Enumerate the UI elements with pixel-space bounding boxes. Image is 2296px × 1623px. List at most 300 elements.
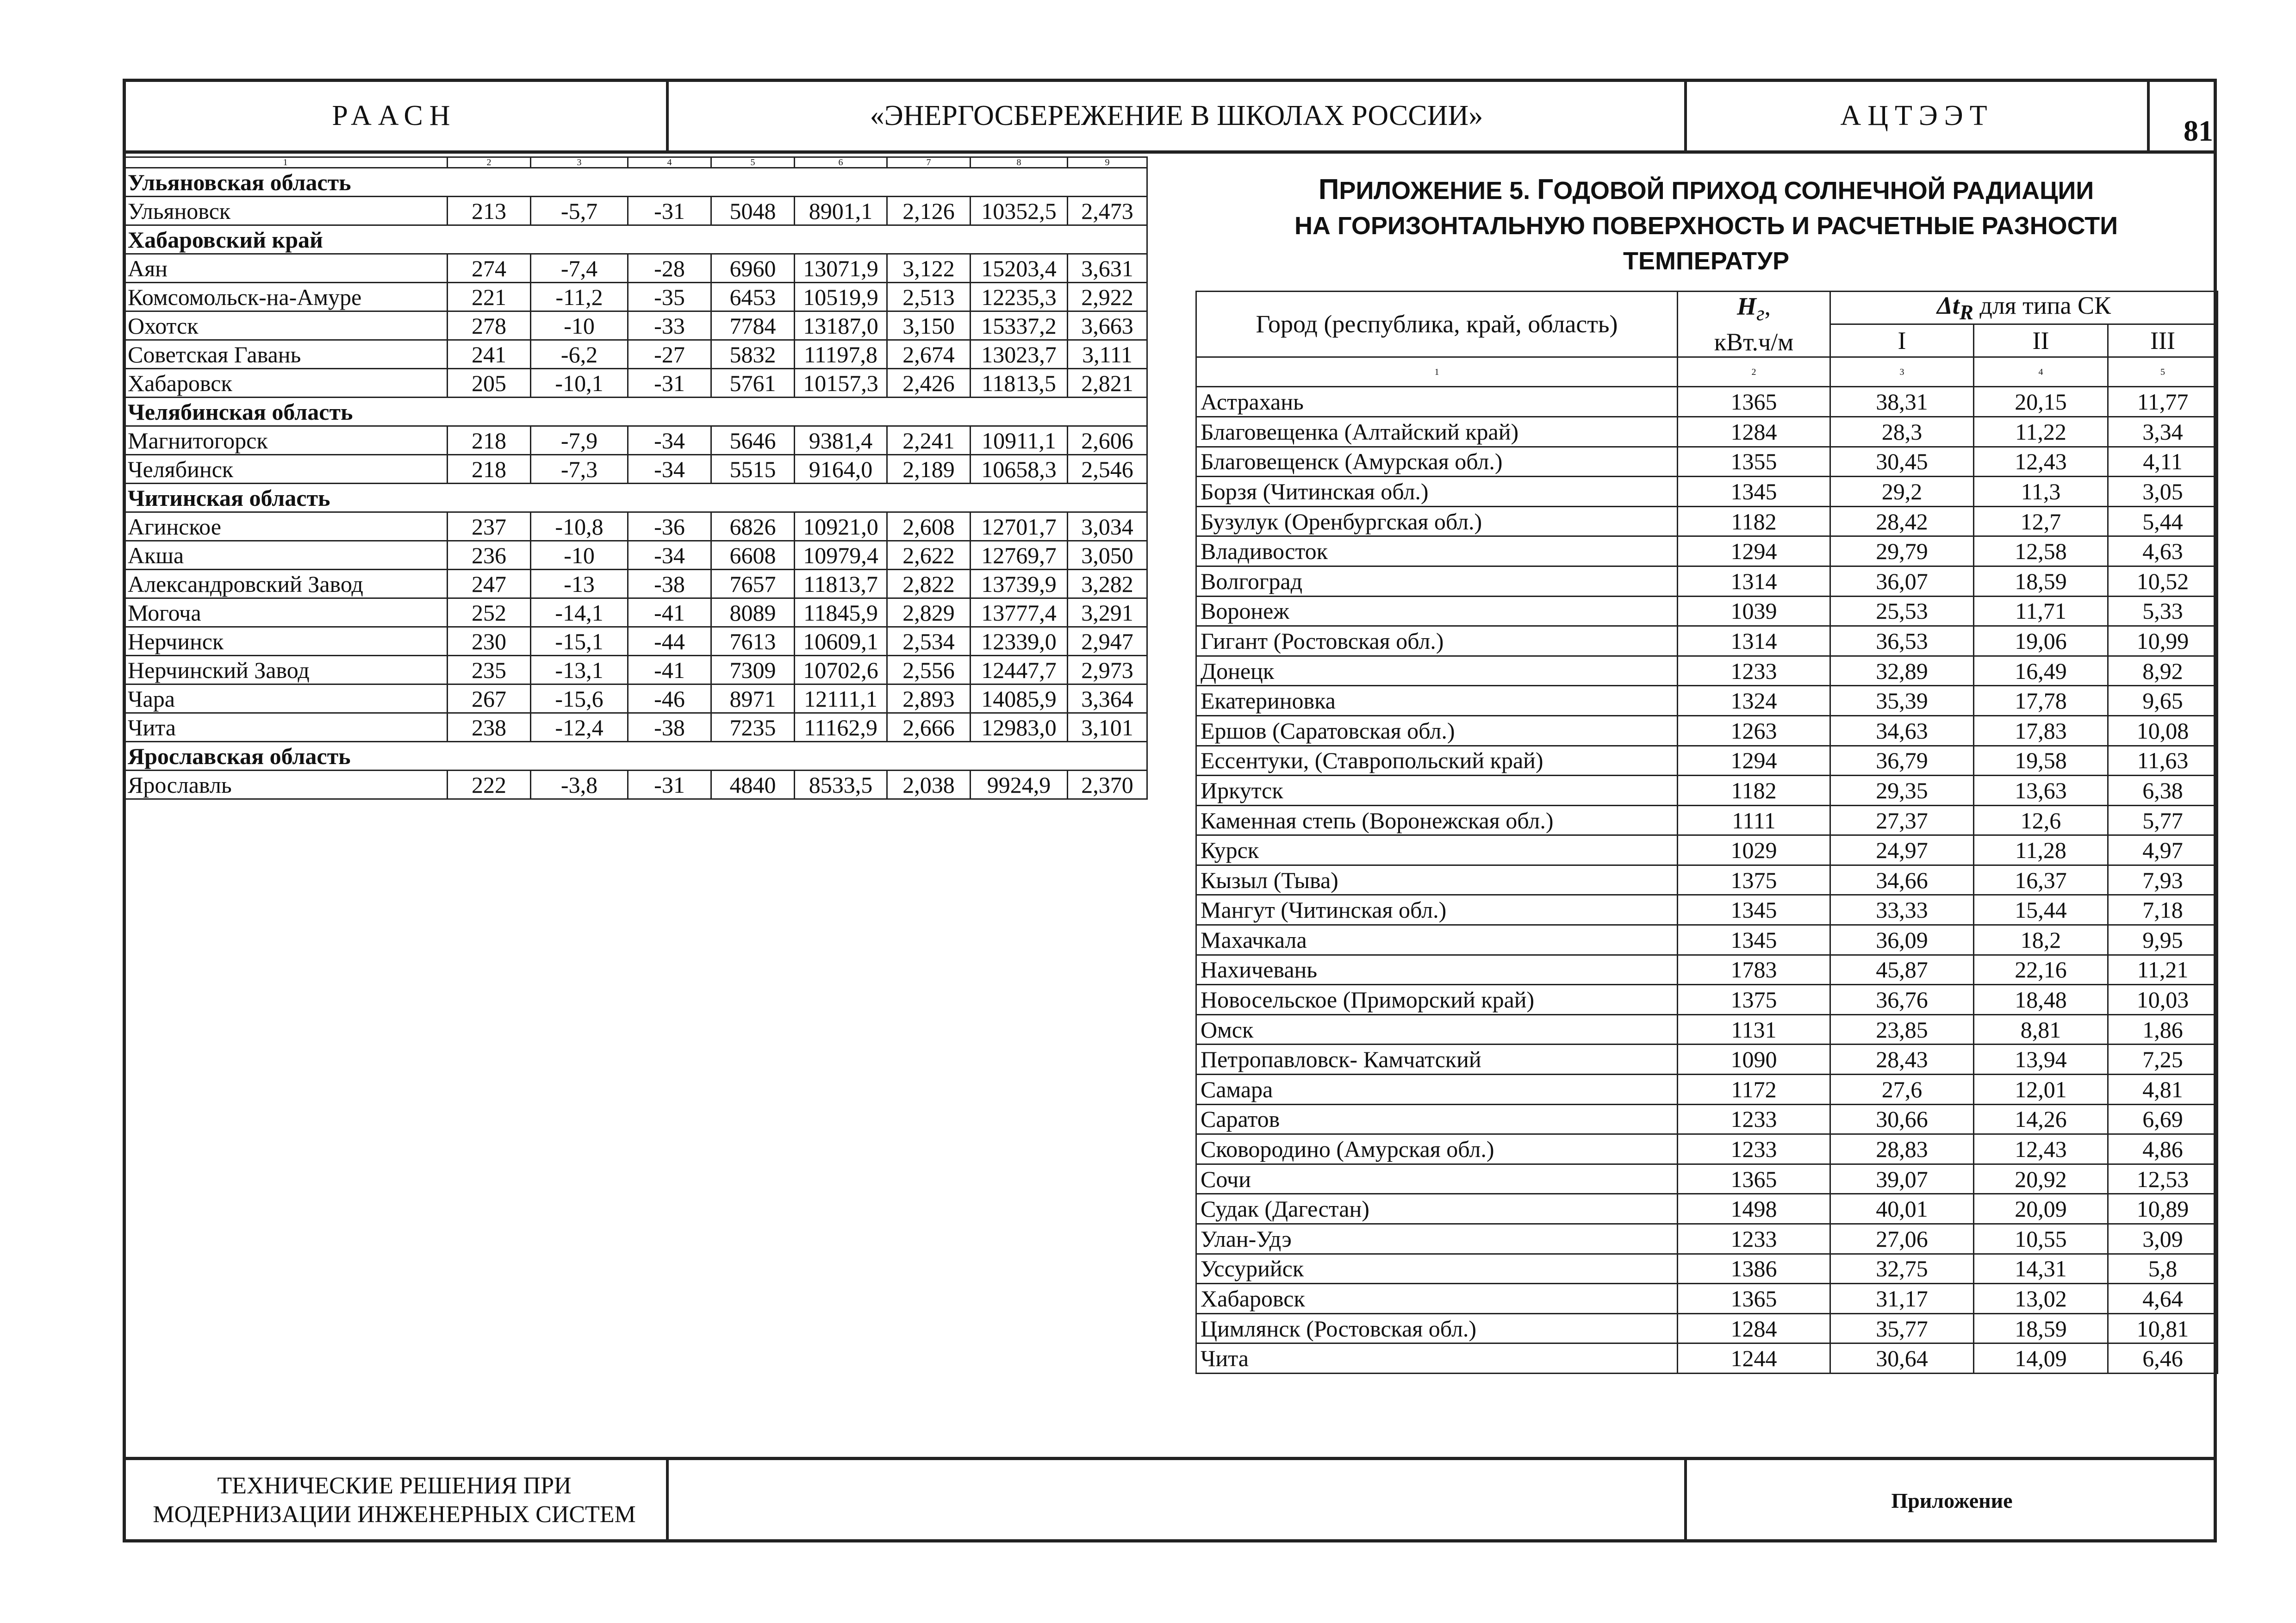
value-cell: 2,038 (887, 771, 971, 799)
value-cell: 28,3 (1830, 417, 1974, 447)
footer-section-line2: МОДЕРНИЗАЦИИ ИНЖЕНЕРНЫХ СИСТЕМ (153, 1501, 636, 1528)
value-cell: 1263 (1678, 715, 1830, 746)
region-row (124, 168, 1147, 197)
value-cell: 235 (448, 656, 531, 684)
value-cell: 18,59 (1974, 566, 2108, 596)
value-cell: 6453 (711, 283, 795, 311)
city-name: Кызыл (Тыва) (1196, 865, 1678, 895)
value-cell: 4,81 (2108, 1075, 2218, 1105)
value-cell: 33,33 (1830, 895, 1974, 925)
value-cell: 10658,3 (971, 455, 1068, 484)
value-cell: 1314 (1678, 566, 1830, 596)
table-row (1196, 805, 2218, 835)
value-cell: 1284 (1678, 417, 1830, 447)
value-cell: -46 (628, 684, 711, 713)
appendix-title (1195, 172, 2217, 279)
value-cell: 27,6 (1830, 1075, 1974, 1105)
table-row (124, 627, 1147, 656)
value-cell: 1233 (1678, 1224, 1830, 1254)
value-cell: 12983,0 (971, 713, 1068, 742)
value-cell: 19,06 (1974, 626, 2108, 656)
column-number-row (124, 157, 1147, 168)
table-row (1196, 1343, 2218, 1374)
footer-section-line1: ТЕХНИЧЕСКИЕ РЕШЕНИЯ ПРИ (217, 1473, 572, 1499)
value-cell: 5646 (711, 426, 795, 455)
value-cell: 8971 (711, 684, 795, 713)
value-cell: 10,03 (2108, 985, 2218, 1015)
value-cell: 5761 (711, 369, 795, 398)
city-name: Судак (Дагестан) (1196, 1194, 1678, 1224)
column-number: 2 (1678, 357, 1830, 387)
city-name: Петропавловск- Камчатский (1196, 1045, 1678, 1075)
value-cell: 1039 (1678, 596, 1830, 626)
city-name: Охотск (124, 311, 448, 340)
table-row (1196, 1254, 2218, 1284)
value-cell: 10519,9 (795, 283, 887, 311)
value-cell: 7613 (711, 627, 795, 656)
region-name: Читинская область (124, 484, 1147, 512)
value-cell: 29,2 (1830, 477, 1974, 507)
table-row (124, 512, 1147, 541)
value-cell: 205 (448, 369, 531, 398)
table-row (124, 311, 1147, 340)
value-cell: 28,83 (1830, 1134, 1974, 1164)
table-row (1196, 1164, 2218, 1194)
city-name: Хабаровск (124, 369, 448, 398)
header-type-1: I (1830, 324, 1974, 357)
table-row (1196, 596, 2218, 626)
header-divider (123, 150, 2217, 154)
city-name: Саратов (1196, 1104, 1678, 1134)
value-cell: 1244 (1678, 1343, 1830, 1374)
city-name: Сковородино (Амурская обл.) (1196, 1134, 1678, 1164)
value-cell: -27 (628, 340, 711, 369)
value-cell: 1375 (1678, 985, 1830, 1015)
value-cell: 7,25 (2108, 1045, 2218, 1075)
value-cell: 3,631 (1068, 254, 1147, 283)
value-cell: -28 (628, 254, 711, 283)
value-cell: 11,63 (2108, 746, 2218, 776)
region-row (124, 484, 1147, 512)
value-cell: 40,01 (1830, 1194, 1974, 1224)
value-cell: 3,663 (1068, 311, 1147, 340)
value-cell: 20,15 (1974, 387, 2108, 417)
value-cell: 6,38 (2108, 776, 2218, 806)
value-cell: 3,364 (1068, 684, 1147, 713)
value-cell: 237 (448, 512, 531, 541)
value-cell: 36,76 (1830, 985, 1974, 1015)
city-name: Астрахань (1196, 387, 1678, 417)
table-row (124, 369, 1147, 398)
city-name: Нерчинский Завод (124, 656, 448, 684)
city-name: Благовещенка (Алтайский край) (1196, 417, 1678, 447)
value-cell: 5,33 (2108, 596, 2218, 626)
value-cell: 25,53 (1830, 596, 1974, 626)
column-number: 5 (2108, 357, 2218, 387)
value-cell: 3,05 (2108, 477, 2218, 507)
table-row (1196, 1194, 2218, 1224)
value-cell: 14,31 (1974, 1254, 2108, 1284)
value-cell: -38 (628, 570, 711, 598)
value-cell: 34,63 (1830, 715, 1974, 746)
value-cell: 9924,9 (971, 771, 1068, 799)
value-cell: 7,18 (2108, 895, 2218, 925)
value-cell: 12447,7 (971, 656, 1068, 684)
table-row (1196, 746, 2218, 776)
value-cell: -38 (628, 713, 711, 742)
value-cell: 13187,0 (795, 311, 887, 340)
region-row (124, 742, 1147, 771)
value-cell: 1,86 (2108, 1014, 2218, 1045)
value-cell: 1355 (1678, 447, 1830, 477)
value-cell: 5,8 (2108, 1254, 2218, 1284)
value-cell: 13071,9 (795, 254, 887, 283)
value-cell: 3,101 (1068, 713, 1147, 742)
value-cell: 3,34 (2108, 417, 2218, 447)
value-cell: 13777,4 (971, 598, 1068, 627)
value-cell: 6826 (711, 512, 795, 541)
value-cell: 11845,9 (795, 598, 887, 627)
value-cell: 11,71 (1974, 596, 2108, 626)
value-cell: 2,821 (1068, 369, 1147, 398)
value-cell: 10,08 (2108, 715, 2218, 746)
city-name: Самара (1196, 1075, 1678, 1105)
value-cell: 3,09 (2108, 1224, 2218, 1254)
value-cell: 10,55 (1974, 1224, 2108, 1254)
value-cell: 12,6 (1974, 805, 2108, 835)
value-cell: -15,1 (531, 627, 628, 656)
table-row (1196, 626, 2218, 656)
value-cell: 213 (448, 197, 531, 225)
value-cell: -10 (531, 541, 628, 570)
value-cell: 17,83 (1974, 715, 2108, 746)
value-cell: 16,37 (1974, 865, 2108, 895)
footer-section (123, 1459, 669, 1542)
value-cell: 12,43 (1974, 447, 2108, 477)
table-row (124, 197, 1147, 225)
city-name: Аян (124, 254, 448, 283)
value-cell: 24,97 (1830, 835, 1974, 865)
value-cell: 4,97 (2108, 835, 2218, 865)
value-cell: 12769,7 (971, 541, 1068, 570)
footer-label: Приложение (1891, 1488, 2013, 1512)
value-cell: 34,66 (1830, 865, 1974, 895)
value-cell: 29,35 (1830, 776, 1974, 806)
header-type-2: II (1974, 324, 2108, 357)
city-name: Гигант (Ростовская обл.) (1196, 626, 1678, 656)
value-cell: 238 (448, 713, 531, 742)
page-footer (123, 1459, 2217, 1542)
table-row (1196, 656, 2218, 686)
value-cell: -7,4 (531, 254, 628, 283)
city-name: Омск (1196, 1014, 1678, 1045)
header-title: «ЭНЕРГОСБЕРЕЖЕНИЕ В ШКОЛАХ РОССИИ» (669, 79, 1687, 153)
value-cell: 14085,9 (971, 684, 1068, 713)
city-name: Чара (124, 684, 448, 713)
column-number: 1 (1196, 357, 1678, 387)
table-row (1196, 536, 2218, 566)
value-cell: 10,89 (2108, 1194, 2218, 1224)
city-name: Воронеж (1196, 596, 1678, 626)
value-cell: 13023,7 (971, 340, 1068, 369)
value-cell: 1324 (1678, 686, 1830, 716)
value-cell: 2,666 (887, 713, 971, 742)
value-cell: 12,53 (2108, 1164, 2218, 1194)
value-cell: 1233 (1678, 656, 1830, 686)
value-cell: 23,85 (1830, 1014, 1974, 1045)
region-row (124, 398, 1147, 426)
value-cell: 35,39 (1830, 686, 1974, 716)
value-cell: 9,95 (2108, 925, 2218, 955)
value-cell: 5,44 (2108, 506, 2218, 536)
city-name: Иркутск (1196, 776, 1678, 806)
value-cell: 10,99 (2108, 626, 2218, 656)
value-cell: 36,09 (1830, 925, 1974, 955)
table-row (124, 340, 1147, 369)
value-cell: -34 (628, 426, 711, 455)
city-name: Ярославль (124, 771, 448, 799)
table-row (1196, 1313, 2218, 1343)
city-name: Магнитогорск (124, 426, 448, 455)
value-cell: 15337,2 (971, 311, 1068, 340)
value-cell: 2,241 (887, 426, 971, 455)
value-cell: 1783 (1678, 955, 1830, 985)
header-radiation: $H_г$, кВт.ч/м (1678, 292, 1830, 357)
value-cell: 2,546 (1068, 455, 1147, 484)
table-row (1196, 925, 2218, 955)
value-cell: 2,370 (1068, 771, 1147, 799)
city-name: Ульяновск (124, 197, 448, 225)
table-row (124, 541, 1147, 570)
city-name: Донецк (1196, 656, 1678, 686)
column-number: 4 (628, 157, 711, 168)
city-name: Нерчинск (124, 627, 448, 656)
value-cell: 8,81 (1974, 1014, 2108, 1045)
value-cell: 7309 (711, 656, 795, 684)
value-cell: 11,28 (1974, 835, 2108, 865)
city-name: Борзя (Читинская обл.) (1196, 477, 1678, 507)
table-row (1196, 1134, 2218, 1164)
value-cell: 12,58 (1974, 536, 2108, 566)
value-cell: 267 (448, 684, 531, 713)
value-cell: -10,1 (531, 369, 628, 398)
value-cell: 1233 (1678, 1134, 1830, 1164)
value-cell: 1172 (1678, 1075, 1830, 1105)
value-cell: 3,291 (1068, 598, 1147, 627)
table-row (124, 455, 1147, 484)
value-cell: 4,64 (2108, 1284, 2218, 1314)
value-cell: -12,4 (531, 713, 628, 742)
value-cell: 12235,3 (971, 283, 1068, 311)
table-row (124, 283, 1147, 311)
value-cell: 13,02 (1974, 1284, 2108, 1314)
value-cell: 30,64 (1830, 1343, 1974, 1374)
value-cell: 2,473 (1068, 197, 1147, 225)
value-cell: -13 (531, 570, 628, 598)
value-cell: 27,37 (1830, 805, 1974, 835)
value-cell: 11197,8 (795, 340, 887, 369)
value-cell: 1182 (1678, 776, 1830, 806)
table-row (1196, 776, 2218, 806)
value-cell: 1498 (1678, 1194, 1830, 1224)
value-cell: 10,52 (2108, 566, 2218, 596)
value-cell: -34 (628, 541, 711, 570)
table-row (1196, 1014, 2218, 1045)
value-cell: 8089 (711, 598, 795, 627)
city-name: Сочи (1196, 1164, 1678, 1194)
value-cell: 1294 (1678, 536, 1830, 566)
value-cell: -3,8 (531, 771, 628, 799)
value-cell: -41 (628, 656, 711, 684)
value-cell: 1345 (1678, 925, 1830, 955)
header-type-3: III (2108, 324, 2218, 357)
column-number: 9 (1068, 157, 1147, 168)
value-cell: 1345 (1678, 895, 1830, 925)
value-cell: 11,21 (2108, 955, 2218, 985)
value-cell: 30,45 (1830, 447, 1974, 477)
table-row (124, 713, 1147, 742)
city-name: Александровский Завод (124, 570, 448, 598)
city-name: Советская Гавань (124, 340, 448, 369)
city-name: Улан-Удэ (1196, 1224, 1678, 1254)
value-cell: 8,92 (2108, 656, 2218, 686)
value-cell: 230 (448, 627, 531, 656)
value-cell: 36,07 (1830, 566, 1974, 596)
table-row (124, 598, 1147, 627)
city-name: Волгоград (1196, 566, 1678, 596)
value-cell: 11,22 (1974, 417, 2108, 447)
value-cell: 10157,3 (795, 369, 887, 398)
value-cell: -11,2 (531, 283, 628, 311)
value-cell: 13,63 (1974, 776, 2108, 806)
value-cell: 1314 (1678, 626, 1830, 656)
value-cell: -41 (628, 598, 711, 627)
value-cell: 9381,4 (795, 426, 887, 455)
value-cell: 2,829 (887, 598, 971, 627)
value-cell: 1090 (1678, 1045, 1830, 1075)
value-cell: 10609,1 (795, 627, 887, 656)
solar-radiation-table (1195, 291, 2218, 1374)
city-name: Екатериновка (1196, 686, 1678, 716)
city-name: Уссурийск (1196, 1254, 1678, 1284)
value-cell: 1375 (1678, 865, 1830, 895)
value-cell: 19,58 (1974, 746, 2108, 776)
footer-blank (669, 1459, 1687, 1542)
column-number: 1 (124, 157, 448, 168)
table-row (124, 656, 1147, 684)
value-cell: 10911,1 (971, 426, 1068, 455)
value-cell: 247 (448, 570, 531, 598)
value-cell: -31 (628, 771, 711, 799)
value-cell: 12111,1 (795, 684, 887, 713)
value-cell: 32,75 (1830, 1254, 1974, 1284)
table-row (124, 254, 1147, 283)
value-cell: 10352,5 (971, 197, 1068, 225)
value-cell: -15,6 (531, 684, 628, 713)
value-cell: 10979,4 (795, 541, 887, 570)
header-institute: АЦТЭЭТ (1687, 79, 2150, 153)
value-cell: 2,893 (887, 684, 971, 713)
table-row (1196, 686, 2218, 716)
value-cell: 2,674 (887, 340, 971, 369)
value-cell: 1284 (1678, 1313, 1830, 1343)
value-cell: 5048 (711, 197, 795, 225)
column-number: 8 (971, 157, 1068, 168)
city-name: Махачкала (1196, 925, 1678, 955)
value-cell: 36,79 (1830, 746, 1974, 776)
value-cell: 11813,7 (795, 570, 887, 598)
table-row (1196, 447, 2218, 477)
value-cell: 31,17 (1830, 1284, 1974, 1314)
value-cell: 11162,9 (795, 713, 887, 742)
appendix-title-line1: ПРИЛОЖЕНИЕ 5. ГОДОВОЙ ПРИХОД СОЛНЕЧНОЙ РАДИАЦИИ (1318, 174, 2094, 205)
value-cell: 11813,5 (971, 369, 1068, 398)
region-name: Ульяновская область (124, 168, 1147, 197)
table-row (1196, 835, 2218, 865)
city-name: Чита (124, 713, 448, 742)
column-number: 2 (448, 157, 531, 168)
table-row (124, 570, 1147, 598)
value-cell: -31 (628, 197, 711, 225)
value-cell: 218 (448, 455, 531, 484)
value-cell: 12,7 (1974, 506, 2108, 536)
value-cell: 9,65 (2108, 686, 2218, 716)
value-cell: 12,43 (1974, 1134, 2108, 1164)
table-row (1196, 417, 2218, 447)
value-cell: 7235 (711, 713, 795, 742)
value-cell: -44 (628, 627, 711, 656)
value-cell: 2,608 (887, 512, 971, 541)
value-cell: 28,42 (1830, 506, 1974, 536)
value-cell: 6608 (711, 541, 795, 570)
value-cell: 221 (448, 283, 531, 311)
value-cell: 2,426 (887, 369, 971, 398)
value-cell: 22,16 (1974, 955, 2108, 985)
value-cell: -7,3 (531, 455, 628, 484)
value-cell: 2,513 (887, 283, 971, 311)
value-cell: 10,81 (2108, 1313, 2218, 1343)
value-cell: 15203,4 (971, 254, 1068, 283)
value-cell: 45,87 (1830, 955, 1974, 985)
value-cell: -14,1 (531, 598, 628, 627)
value-cell: 7,93 (2108, 865, 2218, 895)
table-row (124, 771, 1147, 799)
value-cell: 5515 (711, 455, 795, 484)
value-cell: 20,09 (1974, 1194, 2108, 1224)
table-row (1196, 985, 2218, 1015)
value-cell: 12701,7 (971, 512, 1068, 541)
value-cell: 1294 (1678, 746, 1830, 776)
city-name: Ессентуки, (Ставропольский край) (1196, 746, 1678, 776)
table-row (1196, 1224, 2218, 1254)
value-cell: 38,31 (1830, 387, 1974, 417)
value-cell: 1111 (1678, 805, 1830, 835)
header-temp-diff: $\Delta t_R$ для типа СК (1830, 292, 2218, 324)
value-cell: -6,2 (531, 340, 628, 369)
table-row (124, 426, 1147, 455)
region-name: Ярославская область (124, 742, 1147, 771)
value-cell: 12,01 (1974, 1075, 2108, 1105)
value-cell: 2,126 (887, 197, 971, 225)
value-cell: 4,86 (2108, 1134, 2218, 1164)
city-name: Хабаровск (1196, 1284, 1678, 1314)
table-row (1196, 566, 2218, 596)
value-cell: -5,7 (531, 197, 628, 225)
value-cell: 18,48 (1974, 985, 2108, 1015)
value-cell: 27,06 (1830, 1224, 1974, 1254)
value-cell: 3,111 (1068, 340, 1147, 369)
value-cell: 3,150 (887, 311, 971, 340)
